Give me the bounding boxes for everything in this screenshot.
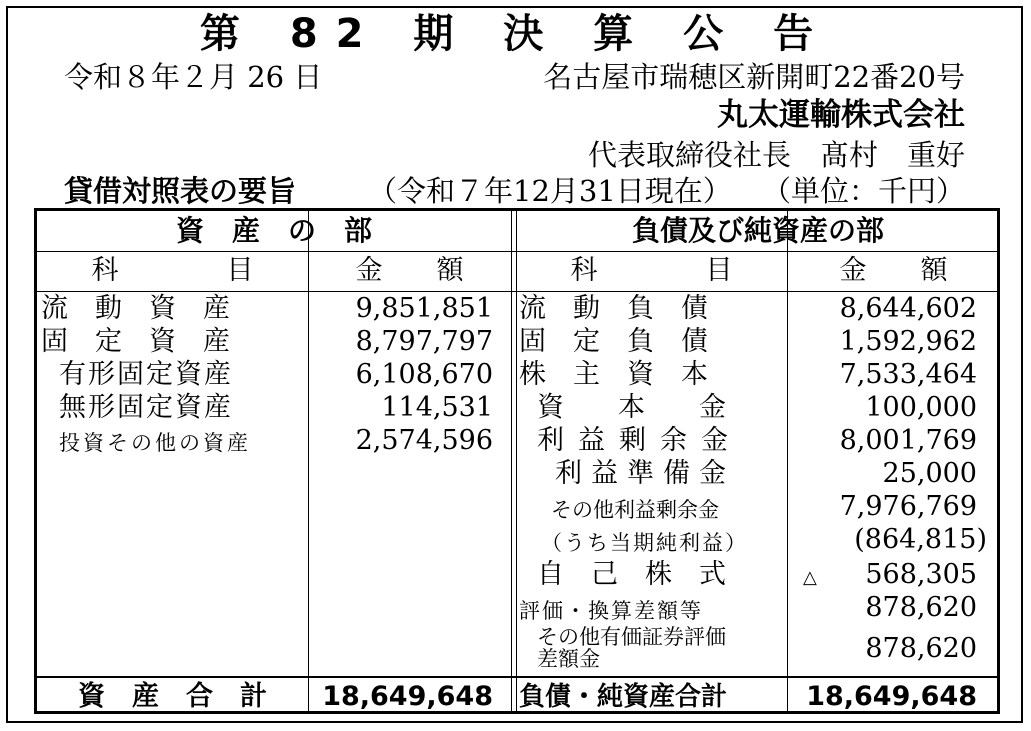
asset-label: 有形固定資産 [59, 359, 233, 390]
liabilities-total-label: 負債・純資産合計 [519, 682, 728, 712]
liability-value: 8,001,769 [839, 425, 977, 456]
assets-item-column-header: 科 目 [91, 255, 254, 286]
liability-label: 評価・換算差額等 [519, 599, 703, 623]
company-name: 丸太運輸株式会社 [717, 97, 965, 133]
notice-date: 令和８年２月 26 日 [64, 60, 323, 94]
assets-total-label: 資 産 合 計 [78, 681, 267, 712]
liability-value: (864,815) [854, 524, 987, 555]
liability-value: 878,620 [865, 633, 977, 664]
liability-value: 8,644,602 [839, 293, 977, 324]
asset-label: 投資その他の資産 [59, 431, 251, 455]
liability-value: 1,592,962 [839, 326, 977, 357]
liabilities-item-column-header: 科 目 [570, 255, 733, 286]
assets-total-value: 18,649,648 [322, 681, 493, 712]
unit-note: （単位：千円） [761, 174, 965, 208]
liability-label: 自 己 株 式 [537, 559, 726, 590]
liability-value: 7,976,769 [839, 491, 977, 522]
liability-label-continued: 差額金 [537, 647, 600, 671]
asset-label: 流 動 資 産 [41, 293, 230, 324]
liabilities-total-value: 18,649,648 [806, 681, 977, 712]
liability-label: その他利益剰余金 [551, 498, 719, 522]
asset-value: 114,531 [381, 392, 493, 423]
asset-label: 無形固定資産 [59, 392, 233, 423]
company-address: 名古屋市瑞穂区新開町22番20号 [543, 60, 965, 94]
liability-label: （うち当期純利益） [541, 531, 748, 555]
liabilities-section-header: 負債及び純資産の部 [631, 214, 884, 247]
liability-value: 25,000 [882, 458, 977, 489]
liability-label: 流 動 負 債 [519, 293, 708, 324]
asset-value: 2,574,596 [355, 425, 493, 456]
assets-section-header: 資 産 の 部 [175, 214, 372, 247]
as-of-date: （令和７年12月31日現在） [368, 174, 732, 208]
representative: 代表取締役社長 髙村 重好 [587, 138, 965, 172]
asset-value: 6,108,670 [355, 359, 493, 390]
liability-label: 固 定 負 債 [519, 326, 708, 357]
liability-label: 株 主 資 本 [519, 359, 708, 390]
liability-label: その他有価証券評価 [537, 625, 726, 649]
liability-value: 7,533,464 [839, 359, 977, 390]
asset-value: 9,851,851 [355, 293, 493, 324]
liabilities-amount-column-header: 金 額 [839, 255, 948, 286]
liability-label: 資 本 金 [537, 392, 726, 423]
liability-value: 878,620 [865, 592, 977, 623]
assets-amount-column-header: 金 額 [355, 255, 464, 286]
liability-value: 100,000 [865, 392, 977, 423]
balance-sheet-title: 貸借対照表の要旨 [64, 174, 297, 208]
notice-title: 第 82 期 決 算 公 告 [199, 11, 832, 57]
liability-label: 利益剰余金 [537, 425, 742, 456]
liability-label: 利益準備金 [555, 458, 735, 489]
triangle-icon: △ [803, 567, 817, 588]
liability-value: 568,305 [865, 559, 977, 590]
asset-label: 固 定 資 産 [41, 326, 230, 357]
balance-sheet-table [34, 208, 1000, 714]
asset-value: 8,797,797 [355, 326, 493, 357]
